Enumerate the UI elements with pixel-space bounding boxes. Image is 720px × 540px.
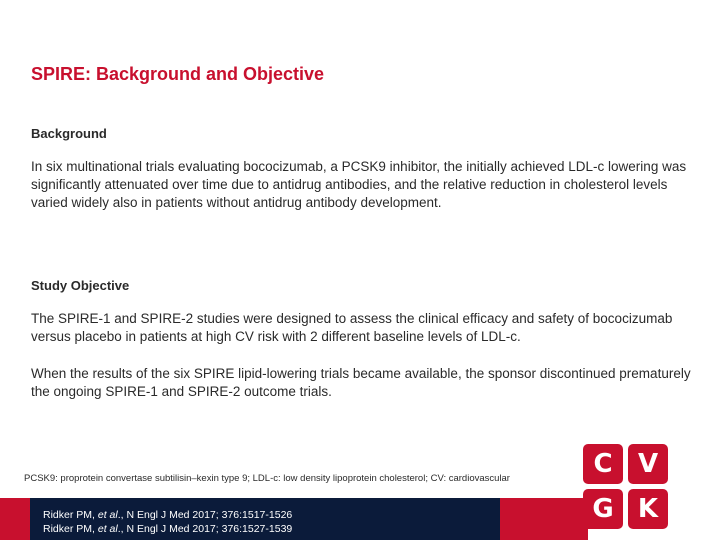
- logo-letter-g: G: [583, 489, 623, 529]
- abbreviations-footnote: PCSK9: proprotein convertase subtilisin–kexin type 9; LDL-c: low density lipoprotein cholesterol; CV: cardiovascular: [24, 473, 510, 484]
- logo-letter-k: K: [628, 489, 668, 529]
- slide-title: SPIRE: Background and Objective: [31, 64, 325, 84]
- objective-heading: Study Objective: [31, 278, 130, 293]
- background-heading: Background: [31, 126, 107, 141]
- background-paragraph: In six multinational trials evaluating bococizumab, a PCSK9 inhibitor, the initially achieved LDL-c lowering was significantly attenuated over time due to antidrug antibodies, and the relative reduction in cholesterol levels varied widely also in patients without antidrug antibody development.: [31, 159, 687, 210]
- objective-paragraph-1: The SPIRE-1 and SPIRE-2 studies were designed to assess the clinical efficacy and safety of bococizumab versus placebo in patients at high CV risk with 2 different baseline levels of LDL-c.: [31, 311, 673, 344]
- cvgk-logo: [583, 444, 671, 532]
- objective-paragraph-2: When the results of the six SPIRE lipid-lowering trials became available, the sponsor discontinued prematurely the ongoing SPIRE-1 and SPIRE-2 outcome trials.: [31, 366, 691, 399]
- reference-2: Ridker PM, et al., N Engl J Med 2017; 376:1527-1539: [43, 523, 293, 535]
- logo-letter-c: C: [583, 444, 623, 484]
- reference-1: Ridker PM, et al., N Engl J Med 2017; 376:1517-1526: [43, 509, 293, 521]
- logo-letter-v: V: [628, 444, 668, 484]
